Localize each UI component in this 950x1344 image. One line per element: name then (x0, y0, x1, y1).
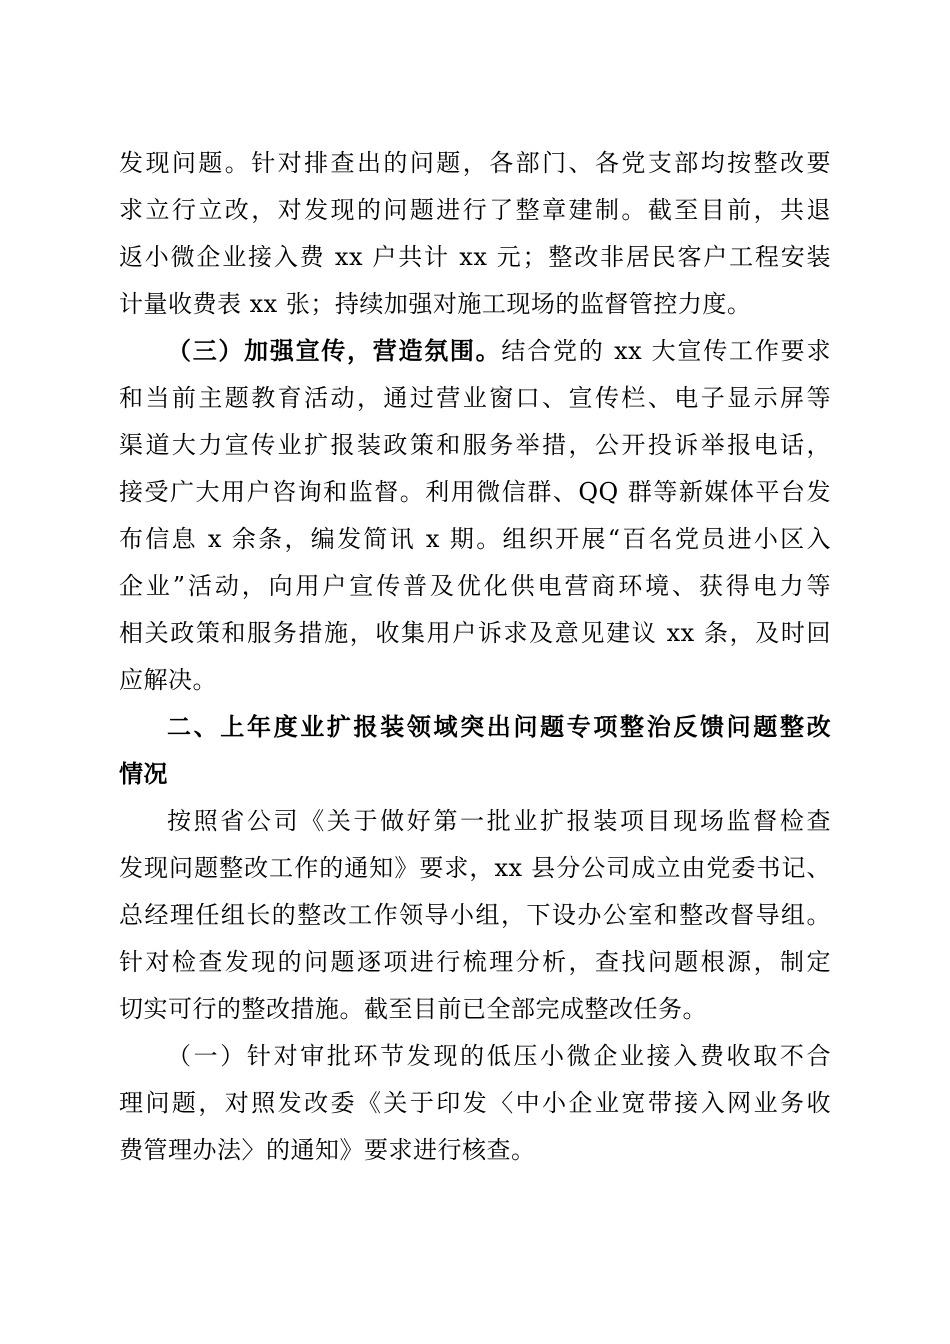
text-line: 针对检查发现的问题逐项进行梳理分析，查找问题根源，制定 (119, 948, 831, 976)
text-line: 渠道大力宣传业扩报装政策和服务举措，公开投诉举报电话， (119, 431, 831, 459)
text-line: 按照省公司《关于做好第一批业扩报装项目现场监督检查 (167, 807, 831, 835)
subsection-heading: （三）加强宣传，营造氛围。 (167, 337, 502, 365)
text-line: 布信息 x 余条，编发简讯 x 期。组织开展“百名党员进小区入 (119, 525, 831, 553)
section-heading-line: 情况 (119, 760, 168, 788)
subsection-text: 结合党的 xx 大宣传工作要求 (501, 337, 831, 365)
text-line: 费管理办法〉的通知》要求进行核查。 (119, 1136, 536, 1164)
text-line: 求立行立改，对发现的问题进行了整章建制。截至目前，共退 (119, 196, 831, 224)
text-line: 发现问题。针对排查出的问题，各部门、各党支部均按整改要 (119, 149, 831, 177)
paragraph-approval-issue (119, 1033, 831, 1174)
paragraph-rectification-team (119, 798, 831, 1033)
text-line: 相关政策和服务措施，收集用户诉求及意见建议 xx 条，及时回 (119, 619, 831, 647)
text-line: 理问题，对照发改委《关于印发〈中小企业宽带接入网业务收 (119, 1089, 831, 1117)
text-line: 接受广大用户咨询和监督。利用微信群、QQ 群等新媒体平台发 (119, 478, 831, 506)
text-line: 切实可行的整改措施。截至目前已全部完成整改任务。 (119, 995, 707, 1023)
section-heading-line: 二、上年度业扩报装领域突出问题专项整治反馈问题整改 (167, 713, 831, 741)
text-line: （一）针对审批环节发现的低压小微企业接入费收取不合 (167, 1042, 831, 1070)
text-line: 应解决。 (119, 666, 217, 694)
text-line: 返小微企业接入费 xx 户共计 xx 元；整改非居民客户工程安装 (119, 243, 831, 271)
text-line: 发现问题整改工作的通知》要求，xx 县分公司成立由党委书记、 (119, 854, 831, 882)
text-line: 企业”活动，向用户宣传普及优化供电营商环境、获得电力等 (119, 572, 831, 600)
text-line (119, 328, 831, 375)
document-page (119, 140, 831, 1174)
paragraph-rectification-results (119, 140, 831, 328)
section-heading (119, 704, 831, 798)
text-line: 计量收费表 xx 张；持续加强对施工现场的监督管控力度。 (119, 290, 752, 318)
text-line: 和当前主题教育活动，通过营业窗口、宣传栏、电子显示屏等 (119, 384, 831, 412)
text-line: 总经理任组长的整改工作领导小组，下设办公室和整改督导组。 (119, 901, 831, 929)
paragraph-publicity (119, 328, 831, 704)
